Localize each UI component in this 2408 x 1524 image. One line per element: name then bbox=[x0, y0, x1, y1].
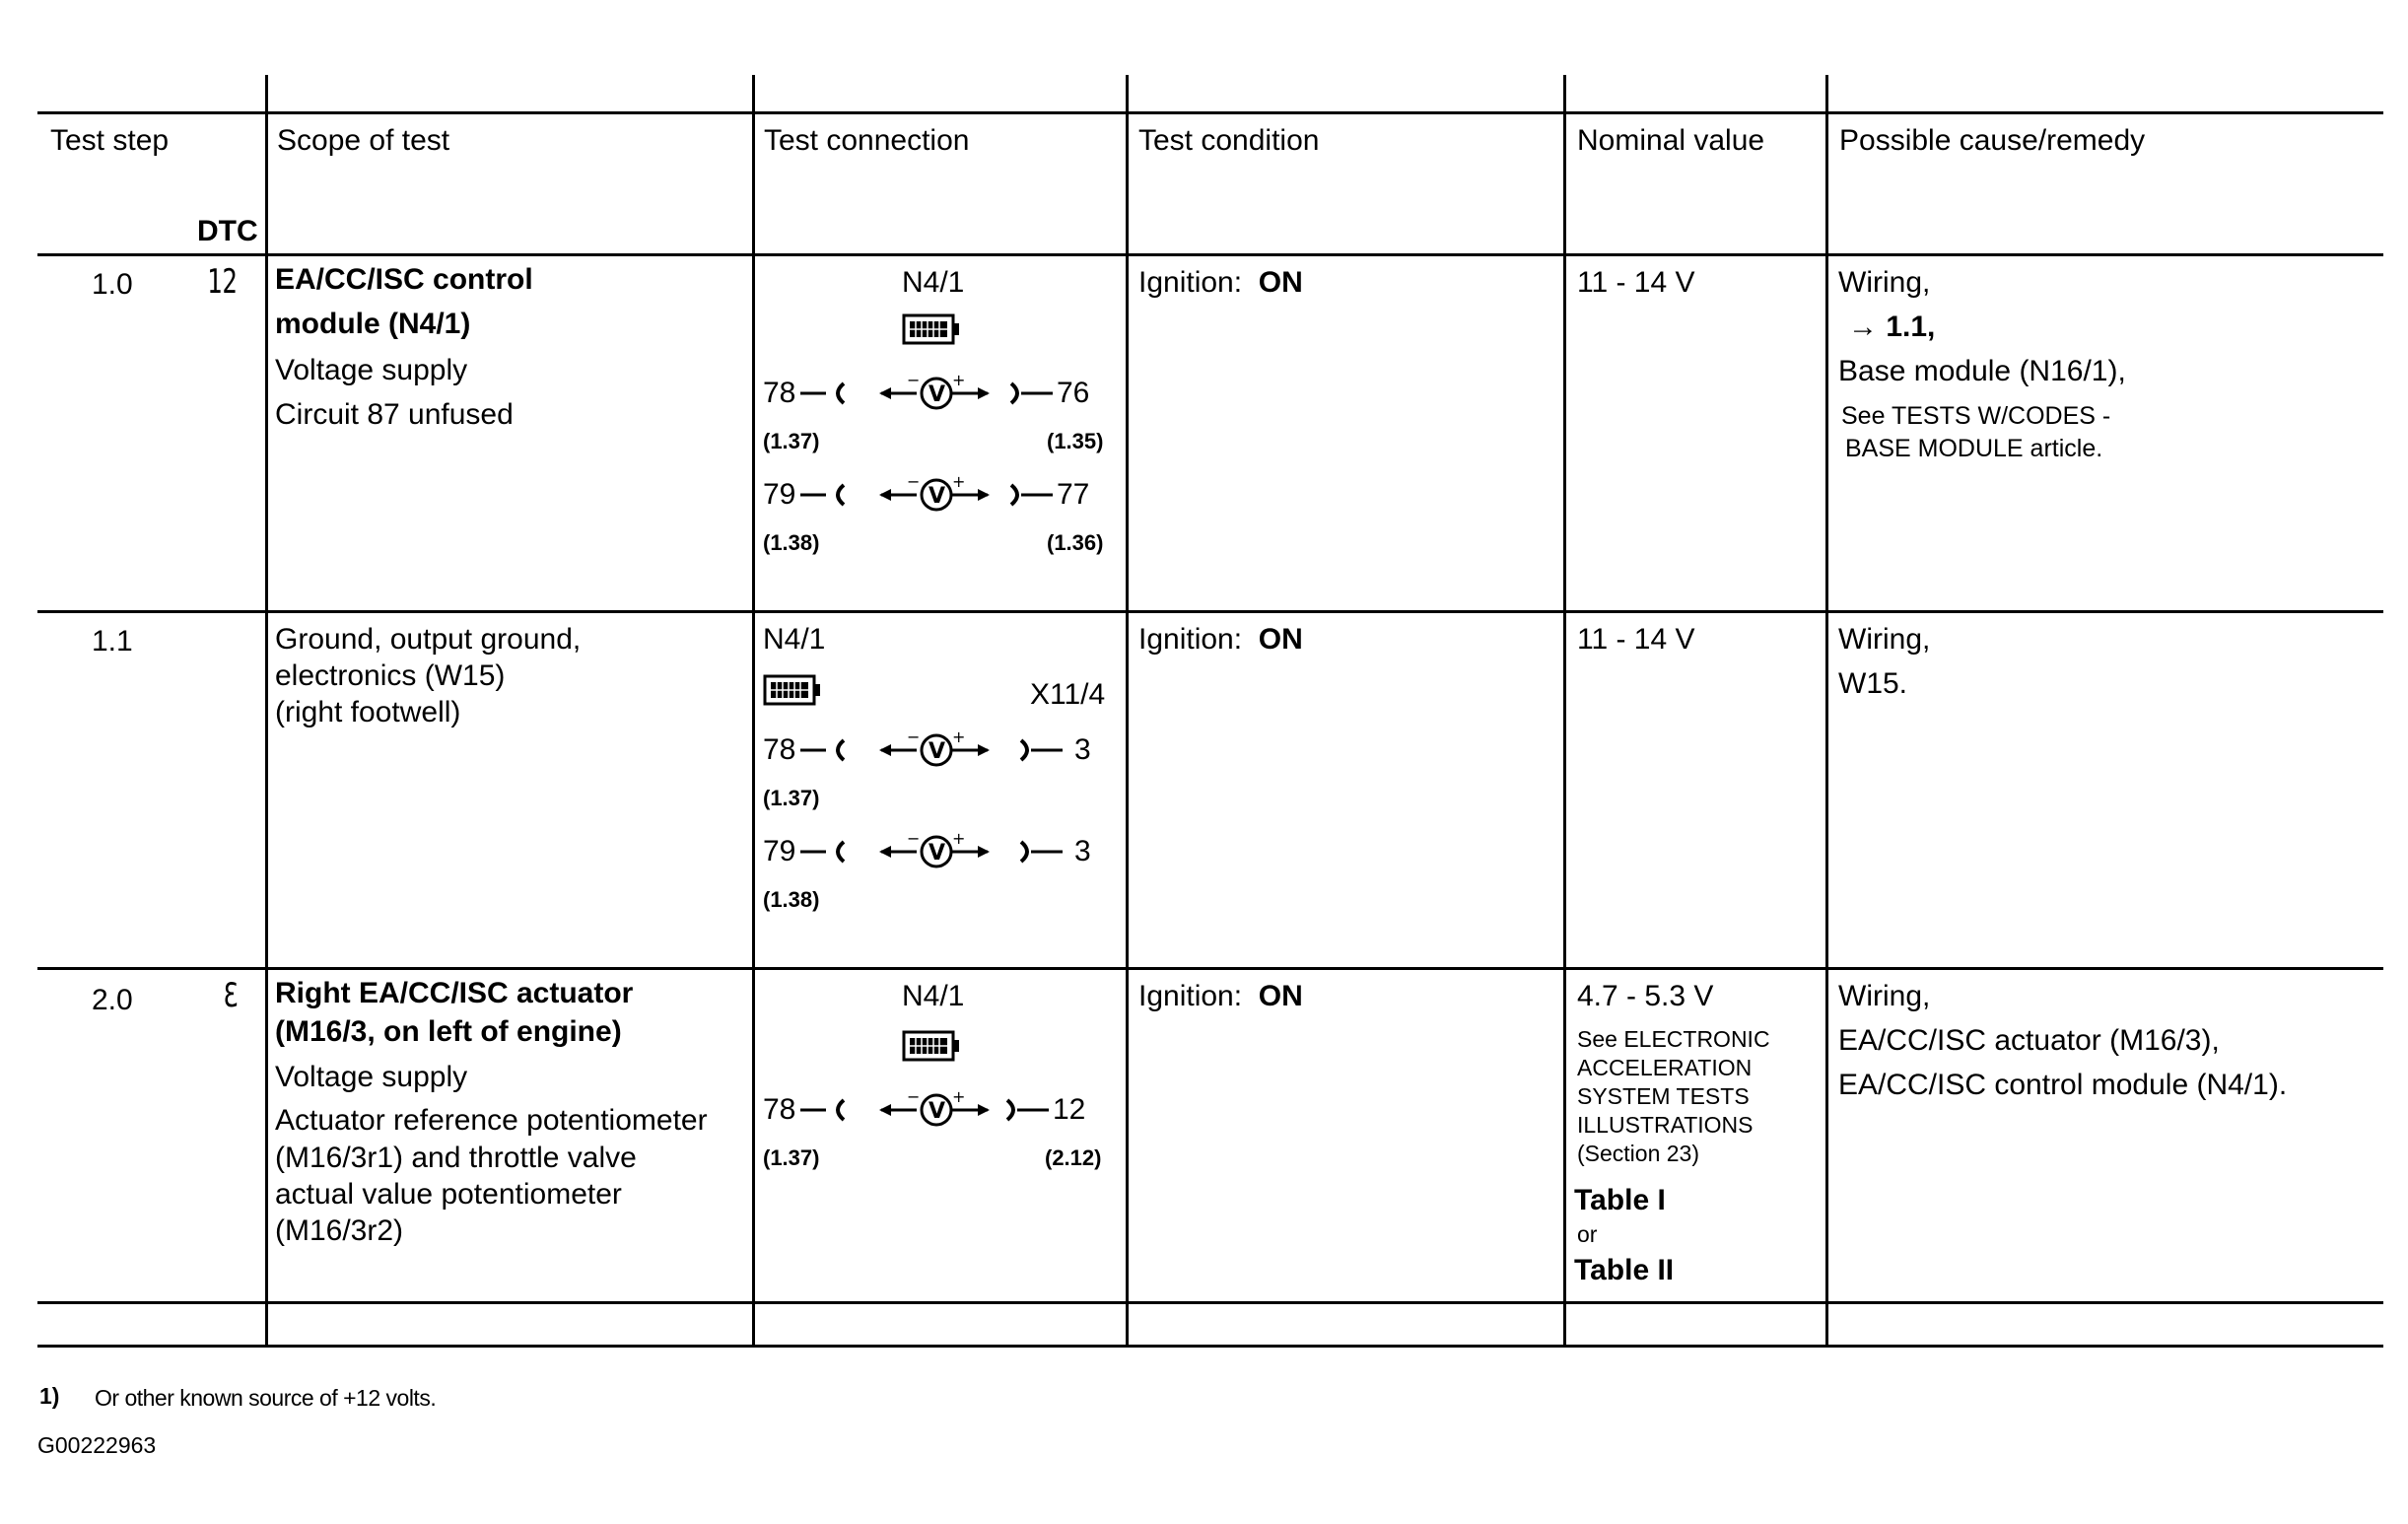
wire-left-plug-icon bbox=[800, 1094, 850, 1124]
condition-value: ON bbox=[1258, 266, 1303, 299]
scope-text-1-1 bbox=[275, 619, 581, 732]
table-i-ref: Table I bbox=[1574, 1184, 1666, 1216]
svg-text:+: + bbox=[952, 473, 966, 491]
scope-line: Voltage supply bbox=[275, 354, 468, 386]
scope-title-line: Right EA/CC/ISC actuator bbox=[275, 977, 634, 1009]
svg-text:+: + bbox=[952, 372, 966, 389]
ref-1-37: (1.37) bbox=[763, 429, 820, 453]
wire-left-plug-icon bbox=[800, 479, 850, 509]
scope-line: Actuator reference potentiometer bbox=[275, 1104, 708, 1137]
scope-text-2-0 bbox=[275, 1057, 708, 1251]
scope-text-1-0 bbox=[275, 350, 514, 435]
control-module-icon bbox=[902, 313, 961, 345]
wire-right-plug-icon bbox=[1007, 479, 1057, 509]
remedy-note-line: See TESTS W/CODES - bbox=[1841, 402, 2111, 430]
wire-right-plug-icon bbox=[1017, 734, 1066, 764]
svg-text:V: V bbox=[929, 1099, 946, 1124]
wire-left-plug-icon bbox=[800, 836, 850, 866]
header-remedy: Possible cause/remedy bbox=[1839, 124, 2146, 157]
header-condition: Test condition bbox=[1138, 124, 1320, 157]
nominal-note-2-0 bbox=[1577, 1025, 1770, 1168]
condition-1-1 bbox=[1138, 619, 1303, 659]
pin-78: 78 bbox=[763, 733, 796, 766]
wire-right-plug-icon bbox=[1003, 1094, 1053, 1124]
footnote-text: Or other known source of +12 volts. bbox=[95, 1385, 437, 1411]
ref-1-38: (1.38) bbox=[763, 530, 820, 555]
remedy-line: Base module (N16/1), bbox=[1838, 355, 2126, 387]
header-dtc: DTC bbox=[197, 215, 258, 247]
ref-2-12: (2.12) bbox=[1045, 1145, 1102, 1170]
nominal-1-1: 11 - 14 V bbox=[1577, 623, 1695, 656]
remedy-note-1-0 bbox=[1841, 402, 2110, 463]
remedy-line: Wiring, bbox=[1838, 623, 1931, 656]
pin-3: 3 bbox=[1074, 835, 1091, 867]
remedy-line: EA/CC/ISC actuator (M16/3), bbox=[1838, 1024, 2220, 1057]
wire-right-plug-icon bbox=[1007, 378, 1057, 407]
svg-text:−: − bbox=[907, 473, 921, 491]
pin-79: 79 bbox=[763, 835, 796, 867]
condition-label: Ignition: bbox=[1138, 980, 1243, 1012]
svg-text:−: − bbox=[907, 728, 921, 746]
wire-right-plug-icon bbox=[1017, 836, 1066, 866]
scope-title-2-0 bbox=[275, 973, 633, 1052]
col-divider-1 bbox=[265, 75, 268, 1347]
or-text: or bbox=[1577, 1221, 1598, 1247]
voltmeter-icon bbox=[877, 1088, 1007, 1128]
svg-text:−: − bbox=[907, 372, 921, 389]
condition-2-0 bbox=[1138, 976, 1303, 1016]
scope-title-line: module (N4/1) bbox=[275, 308, 471, 340]
scope-line: (M16/3r2) bbox=[275, 1214, 404, 1247]
svg-text:+: + bbox=[952, 728, 966, 746]
svg-text:−: − bbox=[907, 1088, 921, 1106]
scope-line: actual value potentiometer bbox=[275, 1178, 622, 1211]
remedy-line: → 1.1, bbox=[1848, 311, 1936, 343]
condition-label: Ignition: bbox=[1138, 623, 1243, 656]
condition-value: ON bbox=[1258, 980, 1303, 1012]
figure-id: G00222963 bbox=[37, 1432, 157, 1458]
scope-line: (M16/3r1) and throttle valve bbox=[275, 1142, 637, 1174]
pin-3: 3 bbox=[1074, 733, 1091, 766]
control-module-icon bbox=[902, 1030, 961, 1062]
pin-78: 78 bbox=[763, 1093, 796, 1126]
svg-text:V: V bbox=[929, 739, 946, 764]
pin-12: 12 bbox=[1053, 1093, 1086, 1126]
voltmeter-icon bbox=[877, 830, 1007, 869]
scope-line: electronics (W15) bbox=[275, 659, 506, 692]
pin-76: 76 bbox=[1057, 377, 1090, 409]
nominal-1-0: 11 - 14 V bbox=[1577, 266, 1695, 299]
ground-point-label: X11/4 bbox=[1030, 678, 1106, 711]
ref-1-36: (1.36) bbox=[1047, 530, 1104, 555]
ref-1-35: (1.35) bbox=[1047, 429, 1104, 453]
nominal-note-line: SYSTEM TESTS bbox=[1577, 1083, 1750, 1109]
row-3-bottom-border bbox=[37, 1301, 2383, 1304]
test-step-1-0: 1.0 bbox=[92, 268, 133, 301]
remedy-1-0 bbox=[1838, 262, 2126, 391]
col-divider-5 bbox=[1825, 75, 1828, 1347]
remedy-line: Wiring, bbox=[1838, 266, 1931, 299]
nominal-note-line: See ELECTRONIC bbox=[1577, 1026, 1770, 1052]
voltmeter-icon bbox=[877, 473, 1007, 513]
condition-1-0 bbox=[1138, 262, 1303, 303]
nominal-note-line: ILLUSTRATIONS bbox=[1577, 1112, 1754, 1138]
remedy-1-1 bbox=[1838, 619, 1930, 704]
svg-text:V: V bbox=[929, 484, 946, 509]
test-step-2-0: 2.0 bbox=[92, 984, 133, 1016]
scope-title-1-0 bbox=[275, 259, 533, 344]
scope-line: Circuit 87 unfused bbox=[275, 398, 514, 431]
remedy-line: W15. bbox=[1838, 667, 1908, 700]
wire-left-plug-icon bbox=[800, 378, 850, 407]
nominal-2-0: 4.7 - 5.3 V bbox=[1577, 980, 1714, 1012]
header-nominal: Nominal value bbox=[1577, 124, 1765, 157]
condition-value: ON bbox=[1258, 623, 1303, 656]
voltmeter-icon bbox=[877, 372, 1007, 411]
scope-title-line: (M16/3, on left of engine) bbox=[275, 1015, 622, 1048]
table-bottom-border bbox=[37, 1345, 2383, 1348]
header-test-step: Test step bbox=[50, 124, 170, 157]
svg-text:−: − bbox=[907, 830, 921, 848]
svg-text:V: V bbox=[929, 382, 946, 407]
remedy-note-line: BASE MODULE article. bbox=[1845, 435, 2103, 462]
dtc-code-3: 3 bbox=[223, 976, 239, 1015]
pin-77: 77 bbox=[1057, 478, 1090, 511]
nominal-note-line: ACCELERATION bbox=[1577, 1055, 1753, 1080]
scope-title-line: EA/CC/ISC control bbox=[275, 263, 533, 296]
svg-text:+: + bbox=[952, 1088, 966, 1106]
remedy-line: EA/CC/ISC control module (N4/1). bbox=[1838, 1069, 2288, 1101]
module-label-1-1: N4/1 bbox=[763, 623, 826, 656]
pin-79: 79 bbox=[763, 478, 796, 511]
wire-left-plug-icon bbox=[800, 734, 850, 764]
scope-line: Voltage supply bbox=[275, 1061, 468, 1093]
ref-1-38: (1.38) bbox=[763, 887, 820, 912]
test-step-1-1: 1.1 bbox=[92, 625, 133, 658]
scope-line: (right footwell) bbox=[275, 696, 461, 728]
remedy-2-0 bbox=[1838, 976, 2287, 1105]
ref-1-37: (1.37) bbox=[763, 786, 820, 810]
pin-78: 78 bbox=[763, 377, 796, 409]
col-divider-2 bbox=[752, 75, 755, 1347]
module-label-1-0: N4/1 bbox=[902, 266, 965, 299]
dtc-code-12: 12 bbox=[207, 262, 238, 302]
col-divider-4 bbox=[1563, 75, 1566, 1347]
col-divider-3 bbox=[1126, 75, 1129, 1347]
svg-text:+: + bbox=[952, 830, 966, 848]
row-1-bottom-border bbox=[37, 610, 2383, 613]
footnote-number: 1) bbox=[39, 1383, 60, 1409]
header-scope: Scope of test bbox=[277, 124, 450, 157]
row-2-bottom-border bbox=[37, 967, 2383, 970]
table-ii-ref: Table II bbox=[1574, 1254, 1675, 1286]
header-bottom-border bbox=[37, 253, 2383, 256]
module-label-2-0: N4/1 bbox=[902, 980, 965, 1012]
table-top-border bbox=[37, 111, 2383, 114]
header-connection: Test connection bbox=[764, 124, 970, 157]
ref-1-37: (1.37) bbox=[763, 1145, 820, 1170]
condition-label: Ignition: bbox=[1138, 266, 1243, 299]
remedy-line: Wiring, bbox=[1838, 980, 1931, 1012]
nominal-note-line: (Section 23) bbox=[1577, 1141, 1700, 1166]
voltmeter-icon bbox=[877, 728, 1007, 768]
svg-text:V: V bbox=[929, 841, 946, 866]
scope-line: Ground, output ground, bbox=[275, 623, 582, 656]
control-module-icon bbox=[763, 674, 822, 706]
